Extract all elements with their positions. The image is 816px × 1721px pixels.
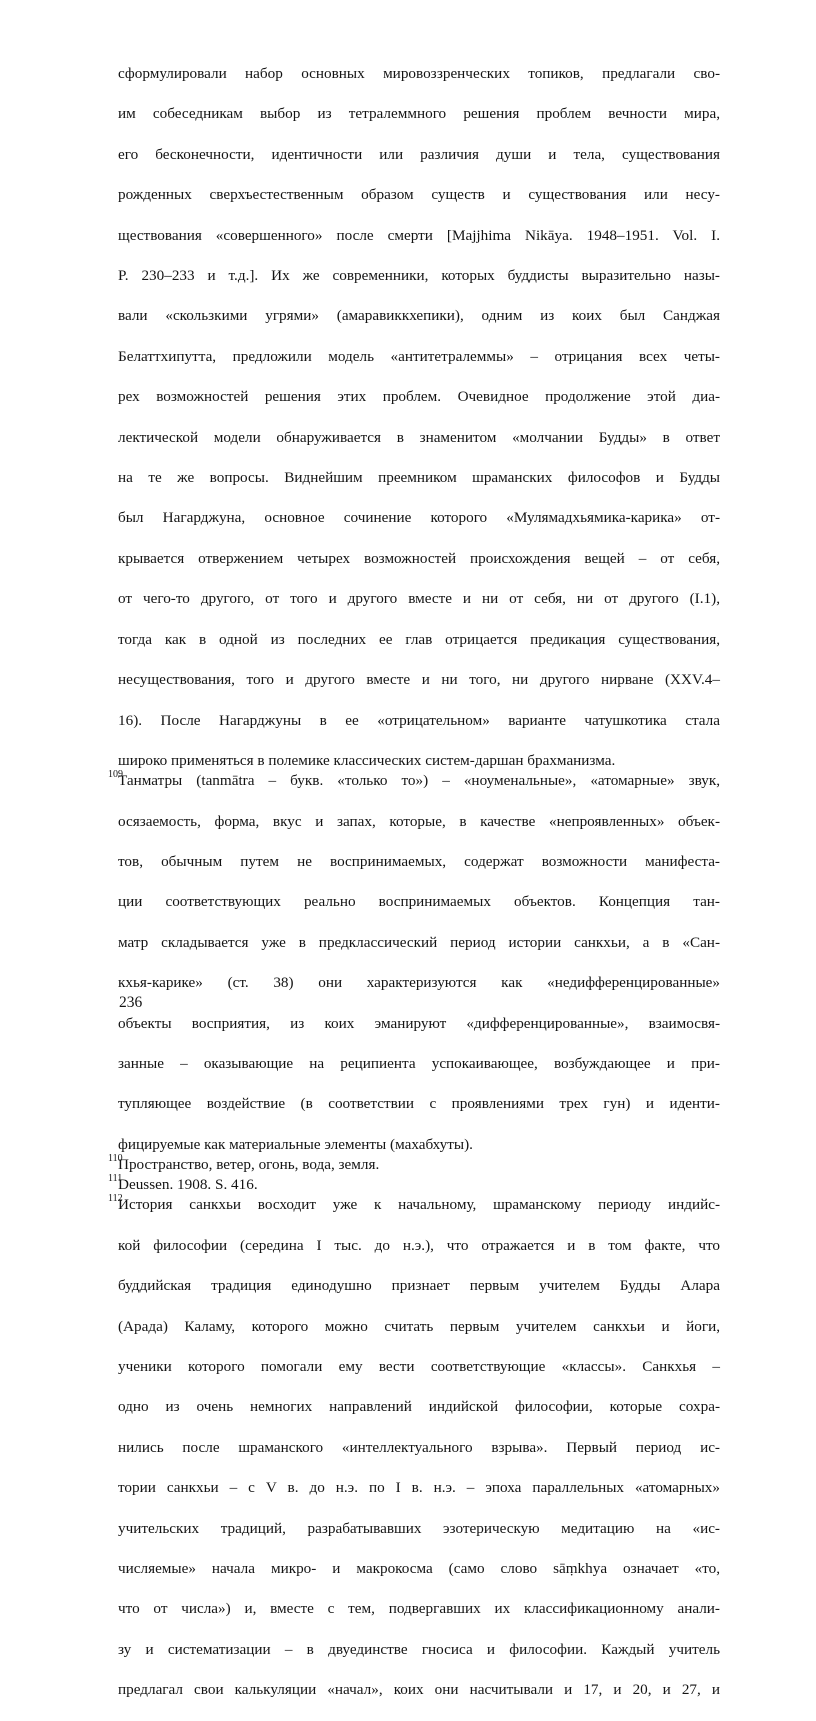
- line-text: лектической модели обнаруживается в знаменитом «молчании Будды» в ответ: [118, 428, 720, 446]
- footnote-109: [108, 769, 720, 1155]
- line-text: на те же вопросы. Виднейшим преемником шраманских философов и Будды: [118, 469, 720, 487]
- text-line: [118, 1397, 720, 1437]
- line-text: занные – оказывающие на реципиента успокаивающее, возбуждающее и при-: [118, 1054, 720, 1072]
- line-text: зу и систематизации – в двуединстве гносиса и философии. Каждый учитель: [118, 1640, 720, 1658]
- text-line: [118, 1519, 720, 1559]
- line-text: учительских традиций, разрабатывавших эзотерическую медитацию на «ис-: [118, 1519, 720, 1537]
- text-line: [118, 145, 720, 185]
- text-line: [118, 1094, 720, 1134]
- text-line: [118, 1014, 720, 1054]
- text-line: [118, 1438, 720, 1478]
- text-line: [118, 549, 720, 589]
- line-text: 16). После Нагарджуны в ее «отрицательном» варианте чатушкотика стала: [118, 711, 720, 729]
- text-line: [108, 1193, 720, 1235]
- text-line: [118, 933, 720, 973]
- line-text: (Арада) Каламу, которого можно считать первым учителем санкхьи и йоги,: [118, 1317, 720, 1335]
- text-line: [108, 1152, 720, 1175]
- line-text: Deussen. 1908. S. 416.: [118, 1176, 258, 1194]
- line-text: Белаттхипутта, предложили модель «антитетралеммы» – отрицания всех четы-: [118, 347, 720, 365]
- line-text: числяемые» начала микро- и макрокосма (само слово sāṃkhya означает «то,: [118, 1560, 720, 1578]
- text-line: [118, 711, 720, 751]
- line-text: несуществования, того и другого вместе и ни того, ни другого нирване (XXV.4–: [118, 671, 720, 689]
- line-text: Танматры (tanmātra – букв. «только то») – «ноуменальные», «атомарные» звук,: [118, 772, 720, 790]
- line-text: вали «скользкими угрями» (амаравиккхепики), одним из коих был Санджая: [118, 307, 720, 325]
- line-text: осязаемость, форма, вкус и запах, которые, в качестве «непроявленных» объек-: [118, 812, 720, 830]
- line-text: был Нагарджуна, основное сочинение которого «Мулямадхьямика-карика» от-: [118, 509, 720, 527]
- footnote-number: 111: [108, 1173, 123, 1185]
- line-text: широко применяться в полемике классических систем-даршан брахманизма.: [118, 751, 616, 769]
- footnote-number: 110: [108, 1152, 123, 1164]
- text-line: [118, 64, 720, 104]
- text-line: [118, 892, 720, 932]
- text-line: [118, 973, 720, 1013]
- line-text: История санкхьи восходит уже к начальному, шраманскому периоду индийс-: [118, 1196, 720, 1214]
- text-line: [118, 1559, 720, 1599]
- line-text: нились после шраманского «интеллектуального взрыва». Первый период ис-: [118, 1438, 720, 1456]
- text-line: [118, 852, 720, 892]
- text-line: [118, 1357, 720, 1397]
- line-text: им собеседникам выбор из тетралеммного решения проблем вечности мира,: [118, 105, 720, 123]
- footnote-number: 109: [108, 769, 123, 781]
- line-text: буддийская традиция единодушно признает первым учителем Будды Алара: [118, 1277, 720, 1295]
- text-line: [118, 468, 720, 508]
- line-text: тупляющее воздействие (в соответствии с проявлениями трех гун) и иденти-: [118, 1095, 720, 1113]
- line-text: кой философии (середина I тыс. до н.э.), что отражается и в том факте, что: [118, 1236, 720, 1254]
- text-line: [108, 1173, 720, 1195]
- line-text: от чего-то другого, от того и другого вместе и ни от себя, ни от другого (I.1),: [118, 590, 720, 608]
- text-line: [118, 347, 720, 387]
- line-text: одно из очень немногих направлений индийской философии, которые сохра-: [118, 1398, 720, 1416]
- line-text: Пространство, ветер, огонь, вода, земля.: [118, 1155, 380, 1173]
- text-line: [118, 630, 720, 670]
- text-line: [118, 1317, 720, 1357]
- text-line: [118, 1276, 720, 1316]
- text-line: [108, 769, 720, 811]
- line-text: его бесконечности, идентичности или различия души и тела, существования: [118, 145, 720, 163]
- text-line: [118, 104, 720, 144]
- page-text: [108, 64, 720, 1721]
- text-line: [118, 306, 720, 346]
- line-text: фицируемые как материальные элементы (махабхуты).: [118, 1135, 473, 1153]
- line-text: рожденных сверхъестественным образом существ и существования или несу-: [118, 186, 720, 204]
- line-text: тории санкхьи – с V в. до н.э. по I в. н.э. – эпоха параллельных «атомарных»: [118, 1479, 720, 1497]
- text-line: [118, 589, 720, 629]
- line-text: крывается отвержением четырех возможностей происхождения вещей – от себя,: [118, 549, 720, 567]
- line-text: ции соответствующих реально воспринимаемых объектов. Концепция тан-: [118, 893, 720, 911]
- line-text: тогда как в одной из последних ее глав отрицается предикация существования,: [118, 630, 720, 648]
- page-number: 236: [119, 994, 143, 1011]
- text-line: [118, 1135, 720, 1155]
- footnote-112: [108, 1193, 720, 1720]
- line-text: что от числа») и, вместе с тем, подвергавших их классификационному анали-: [118, 1600, 720, 1618]
- footnote-number: 112: [108, 1193, 123, 1205]
- text-line: [118, 1640, 720, 1680]
- text-line: [118, 266, 720, 306]
- line-text: объекты восприятия, из коих эманируют «дифференцированные», взаимосвя-: [118, 1014, 720, 1032]
- line-text: тов, обычным путем не воспринимаемых, содержат возможности манифеста-: [118, 852, 720, 870]
- text-line: [118, 670, 720, 710]
- continued-note: [118, 64, 720, 771]
- footnote-111: [108, 1173, 720, 1195]
- text-line: [118, 751, 720, 771]
- line-text: сформулировали набор основных мировоззренческих топиков, предлагали сво-: [118, 65, 720, 82]
- line-text: ществования «совершенного» после смерти [Majjhima Nikāya. 1948–1951. Vol. I.: [118, 226, 720, 244]
- line-text: кхья-карике» (ст. 38) они характеризуются как «недифференцированные»: [118, 974, 720, 992]
- text-line: [118, 1680, 720, 1720]
- text-line: [118, 1236, 720, 1276]
- text-line: [118, 1599, 720, 1639]
- text-line: [118, 1478, 720, 1518]
- text-line: [118, 812, 720, 852]
- line-text: P. 230–233 и т.д.]. Их же современники, которых буддисты выразительно назы-: [118, 267, 720, 285]
- line-text: рех возможностей решения этих проблем. Очевидное продолжение этой диа-: [118, 388, 720, 406]
- text-line: [118, 387, 720, 427]
- line-text: предлагал свои калькуляции «начал», коих они насчитывали и 17, и 20, и 27, и: [118, 1681, 720, 1699]
- text-line: [118, 185, 720, 225]
- text-line: [118, 428, 720, 468]
- line-text: матр складывается уже в предклассический период истории санкхьи, а в «Сан-: [118, 933, 720, 951]
- text-line: [118, 1054, 720, 1094]
- footnote-110: [108, 1152, 720, 1175]
- text-line: [118, 508, 720, 548]
- text-line: [118, 226, 720, 266]
- line-text: ученики которого помогали ему вести соответствующие «классы». Санкхья –: [118, 1358, 720, 1375]
